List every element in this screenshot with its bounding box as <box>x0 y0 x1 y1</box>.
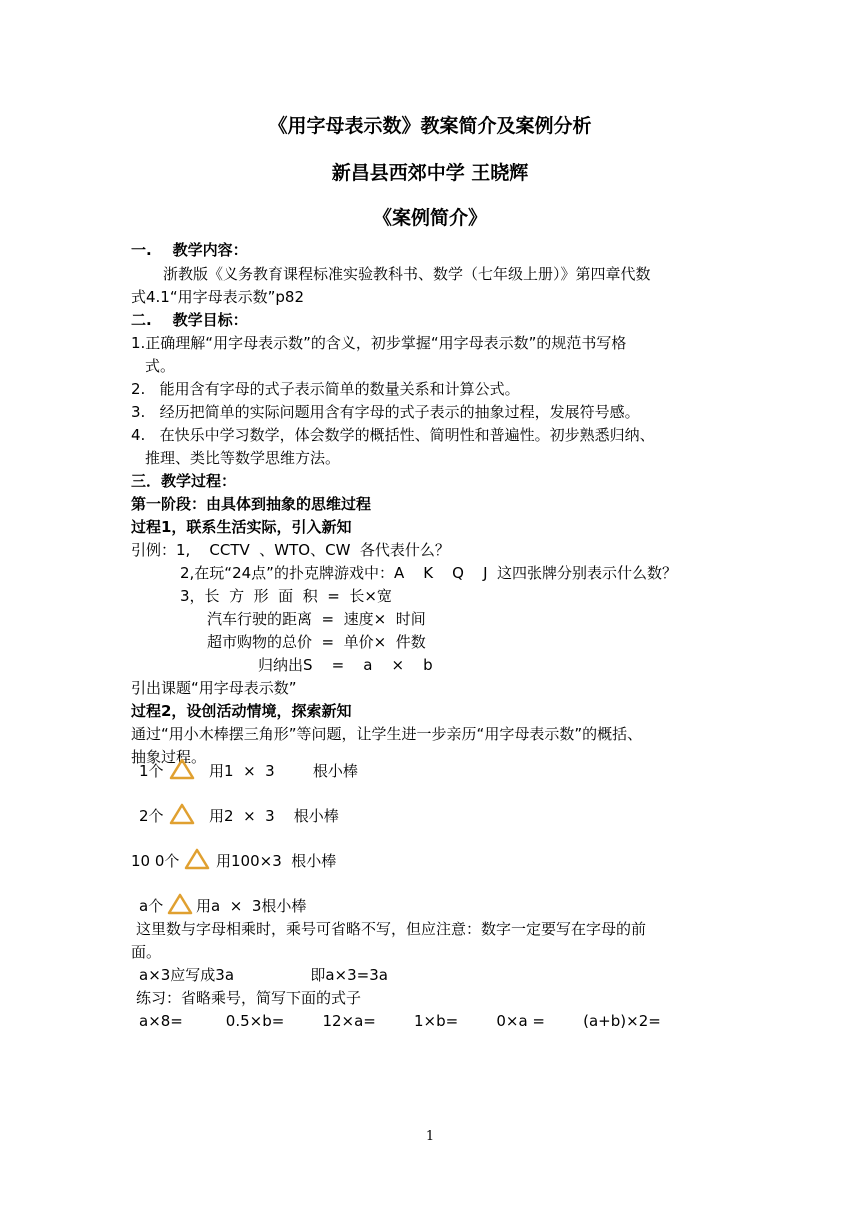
triangle-icon <box>167 893 193 915</box>
note-example: a×3应写成3a 即a×3=3a <box>139 966 388 984</box>
content-line-2: 式4.1“用字母表示数”p82 <box>131 288 305 306</box>
page-number: 1 <box>425 1129 435 1144</box>
triangle-row-4-text: 用a × 3根小棒 <box>196 897 307 915</box>
exercise-heading: 练习：省略乘号，简写下面的式子 <box>136 989 362 1007</box>
note-line-1: 这里数与字母相乘时，乘号可省略不写，但应注意：数字一定要写在字母的前 <box>136 920 647 938</box>
document-title: 《用字母表示数》教案简介及案例分析 <box>268 115 592 137</box>
stage-1-heading: 第一阶段：由具体到抽象的思维过程 <box>131 495 372 513</box>
triangle-row-1-count: 1个 <box>139 762 164 780</box>
process-1-heading: 过程1，联系生活实际，引入新知 <box>131 518 352 536</box>
goal-3: 3. 经历把简单的实际问题用含有字母的式子表示的抽象过程，发展符号感。 <box>131 403 640 421</box>
example-7: 引出课题“用字母表示数” <box>131 679 297 697</box>
example-1: 引例：1, CCTV 、WTO、CW 各代表什么？ <box>131 541 450 559</box>
goal-1-line-2: 式。 <box>145 357 176 375</box>
triangle-icon <box>169 758 195 780</box>
example-3: 3，长 方 形 面 积 = 长×宽 <box>180 587 392 605</box>
example-2: 2,在玩“24点”的扑克牌游戏中：A K Q J 这四张牌分别表示什么数？ <box>180 564 678 582</box>
heading-teaching-process: 三．教学过程： <box>131 472 237 490</box>
triangle-row-2-text: 用2 × 3 根小棒 <box>209 807 339 825</box>
triangle-row-2-count: 2个 <box>139 807 164 825</box>
heading-teaching-goals: 二. 教学目标： <box>131 311 248 329</box>
triangle-row-1-text: 用1 × 3 根小棒 <box>209 762 358 780</box>
process-2-line-2: 抽象过程。 <box>131 748 207 766</box>
example-4: 汽车行驶的距离 = 速度× 时间 <box>207 610 426 628</box>
triangle-row-4-count: a个 <box>139 897 164 915</box>
triangle-icon <box>184 848 210 870</box>
process-2-heading: 过程2，设创活动情境，探索新知 <box>131 702 352 720</box>
triangle-row-3-text: 用100×3 根小棒 <box>216 852 337 870</box>
goal-4-line-2: 推理、类比等数学思维方法。 <box>145 449 341 467</box>
goal-1-line-1: 1.正确理解“用字母表示数”的含义，初步掌握“用字母表示数”的规范书写格 <box>131 334 627 352</box>
content-line-1: 浙教版《义务教育课程标准实验教科书、数学（七年级上册）》第四章代数 <box>163 265 651 283</box>
author-line: 新昌县西郊中学 王晓辉 <box>331 162 529 184</box>
process-2-line-1: 通过“用小木棒摆三角形”等问题，让学生进一步亲历“用字母表示数”的概括、 <box>131 725 643 743</box>
triangle-icon <box>169 803 195 825</box>
heading-teaching-content: 一. 教学内容： <box>131 241 248 259</box>
triangle-row-3-count: 10 0个 <box>131 852 180 870</box>
example-6: 归纳出S = a × b <box>258 656 433 674</box>
goal-2: 2. 能用含有字母的式子表示简单的数量关系和计算公式。 <box>131 380 520 398</box>
example-5: 超市购物的总价 = 单价× 件数 <box>207 633 426 651</box>
section-subtitle: 《案例简介》 <box>372 207 487 229</box>
exercise-items: a×8= 0.5×b= 12×a= 1×b= 0×a = (a+b)×2= <box>139 1012 661 1030</box>
goal-4-line-1: 4. 在快乐中学习数学，体会数学的概括性、简明性和普遍性。初步熟悉归纳、 <box>131 426 655 444</box>
note-line-2: 面。 <box>131 943 162 961</box>
